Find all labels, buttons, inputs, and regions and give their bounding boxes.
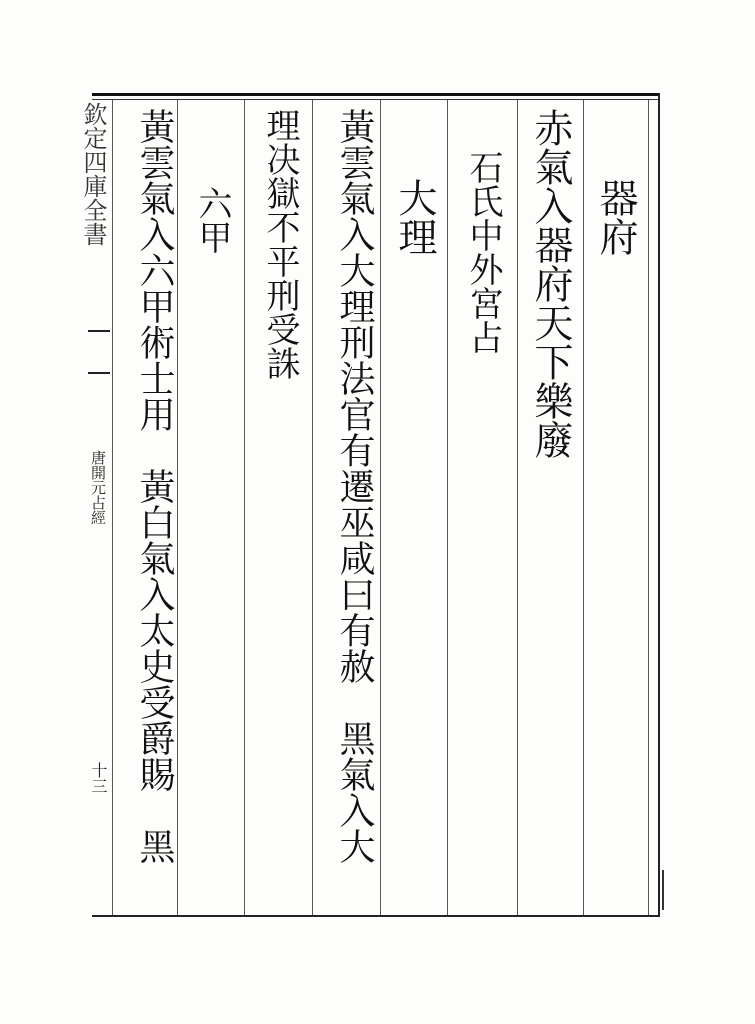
text-column: 赤氣入器府天下樂廢 (528, 108, 573, 459)
margin-book-title: 唐開元占經 (89, 450, 107, 525)
text-column: 黃雲氣入六甲術士用 黃白氣入太史受爵賜 黑 (134, 108, 175, 864)
text-column: 理决獄不平刑受誅 (260, 108, 300, 380)
text-column: 黃雲氣入大理刑法官有遷巫咸曰有赦 黑氣入大 (334, 108, 375, 864)
edge-mark (662, 870, 672, 910)
margin-page-number: 十三 (89, 762, 108, 794)
text-column-heading: 大理 (392, 178, 437, 256)
text-column-heading: 六甲 (192, 186, 232, 254)
column-rule (312, 100, 313, 915)
column-rule (447, 100, 448, 915)
column-rule (517, 100, 518, 915)
column-rule (244, 100, 245, 915)
column-rule (112, 100, 113, 915)
text-column-heading: 器府 (593, 178, 638, 256)
frame-bottom-border (92, 915, 660, 917)
frame-right-border (658, 93, 660, 917)
column-rule (583, 100, 584, 915)
fishtail-mark (88, 330, 110, 374)
margin-collection-title: 欽定四庫全書 (79, 102, 107, 246)
column-rule (380, 100, 381, 915)
column-rule (648, 100, 649, 915)
text-column-subheading: 石氏中外宮占 (463, 150, 503, 354)
frame-top-border (92, 93, 660, 96)
column-rule (177, 100, 178, 915)
